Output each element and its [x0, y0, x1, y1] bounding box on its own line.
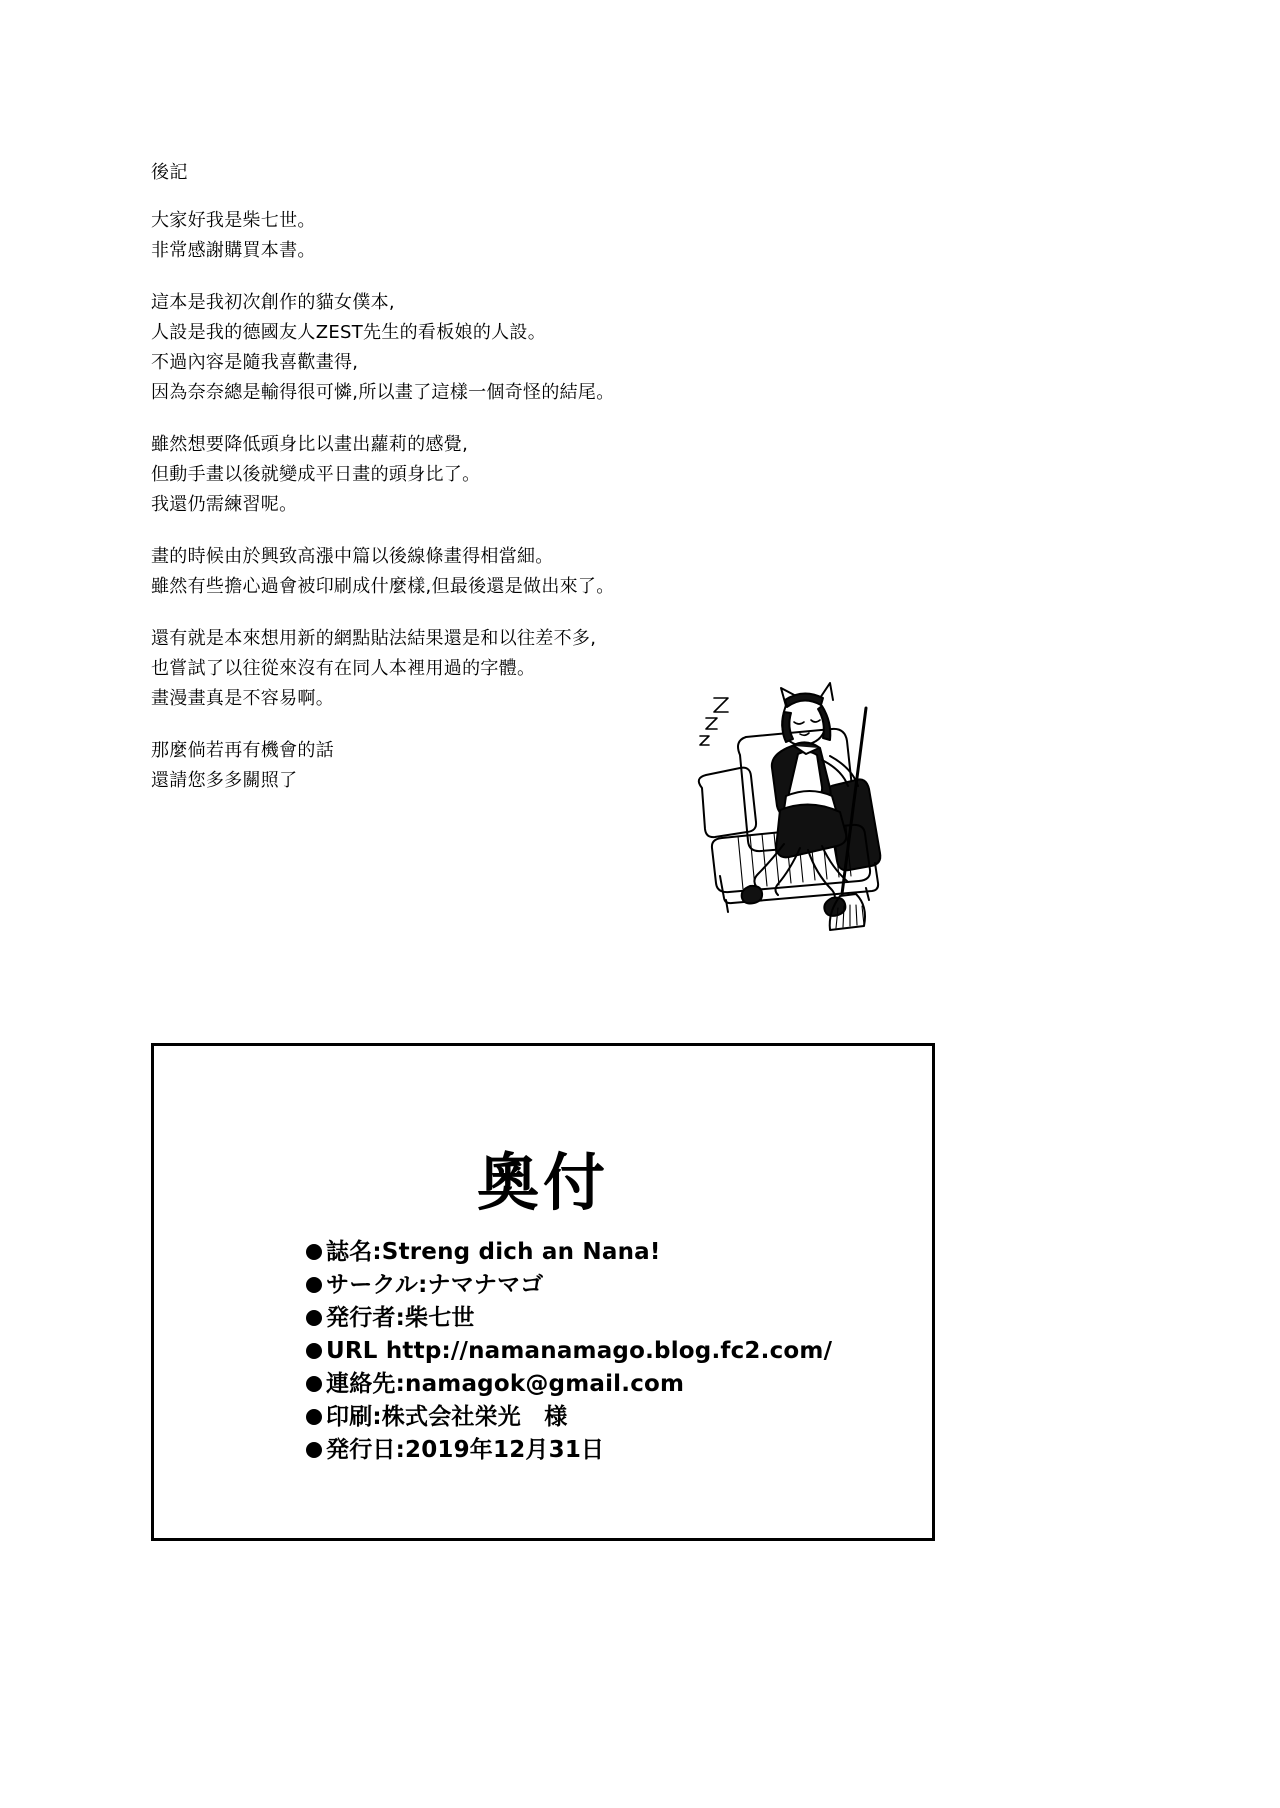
bullet-icon — [306, 1343, 322, 1359]
afterword-paragraph — [151, 542, 911, 602]
afterword-line: 還有就是本來想用新的網點貼法結果還是和以往差不多, — [151, 628, 597, 649]
afterword-line: 雖然想要降低頭身比以畫出蘿莉的感覺, — [151, 434, 469, 455]
afterword-line: 人設是我的德國友人ZEST先生的看板娘的人設。 — [151, 322, 547, 343]
colophon-row-text: 印刷:株式会社栄光 様 — [326, 1404, 568, 1430]
colophon-row-text[interactable]: 連絡先:namagok@gmail.com — [326, 1371, 685, 1397]
afterword-paragraph — [151, 206, 911, 266]
colophon-heading: 奧付 — [476, 1146, 609, 1219]
zzz-marks — [700, 698, 728, 745]
bullet-icon — [306, 1310, 322, 1326]
bullet-icon — [306, 1376, 322, 1392]
colophon-row-title — [306, 1236, 832, 1269]
afterword-line: 但動手畫以後就變成平日畫的頭身比了。 — [151, 464, 481, 485]
afterword-line: 畫漫畫真是不容易啊。 — [151, 688, 334, 709]
afterword-line: 因為奈奈總是輸得很可憐,所以畫了這樣一個奇怪的結尾。 — [151, 382, 615, 403]
colophon-row-text[interactable]: URL http://namanamago.blog.fc2.com/ — [326, 1338, 833, 1364]
afterword-line: 雖然有些擔心過會被印刷成什麼樣,但最後還是做出來了。 — [151, 576, 615, 597]
bullet-icon — [306, 1277, 322, 1293]
colophon-row-url — [306, 1335, 832, 1368]
colophon-row-text: サークル:ナマナマゴ — [326, 1272, 544, 1298]
bullet-icon — [306, 1244, 322, 1260]
colophon-row-contact — [306, 1368, 832, 1401]
sleeping-maid-illustration — [680, 660, 930, 960]
afterword-line: 大家好我是柴七世。 — [151, 210, 316, 231]
afterword-line: 我還仍需練習呢。 — [151, 494, 298, 515]
afterword-line: 這本是我初次創作的貓女僕本, — [151, 292, 395, 313]
colophon-list — [306, 1236, 832, 1467]
colophon-row-author — [306, 1302, 832, 1335]
colophon-row-circle — [306, 1269, 832, 1302]
afterword-line: 非常感謝購買本書。 — [151, 240, 316, 261]
afterword-line: 還請您多多關照了 — [151, 770, 298, 791]
afterword-paragraph — [151, 288, 911, 408]
afterword-title: 後記 — [151, 162, 188, 183]
colophon-box — [151, 1043, 935, 1541]
colophon-row-text: 誌名:Streng dich an Nana! — [326, 1239, 661, 1265]
afterword-line: 那麼倘若再有機會的話 — [151, 740, 334, 761]
colophon-row-text: 発行者:柴七世 — [326, 1305, 475, 1331]
bullet-icon — [306, 1409, 322, 1425]
bullet-icon — [306, 1442, 322, 1458]
colophon-row-text: 発行日:2019年12月31日 — [326, 1437, 605, 1463]
afterword-line: 不過內容是隨我喜歡畫得, — [151, 352, 359, 373]
colophon-row-date — [306, 1434, 832, 1467]
afterword-line: 也嘗試了以往從來沒有在同人本裡用過的字體。 — [151, 658, 536, 679]
afterword-line: 畫的時候由於興致高漲中篇以後線條畫得相當細。 — [151, 546, 554, 567]
colophon-row-printer — [306, 1401, 832, 1434]
afterword-paragraph — [151, 430, 911, 520]
